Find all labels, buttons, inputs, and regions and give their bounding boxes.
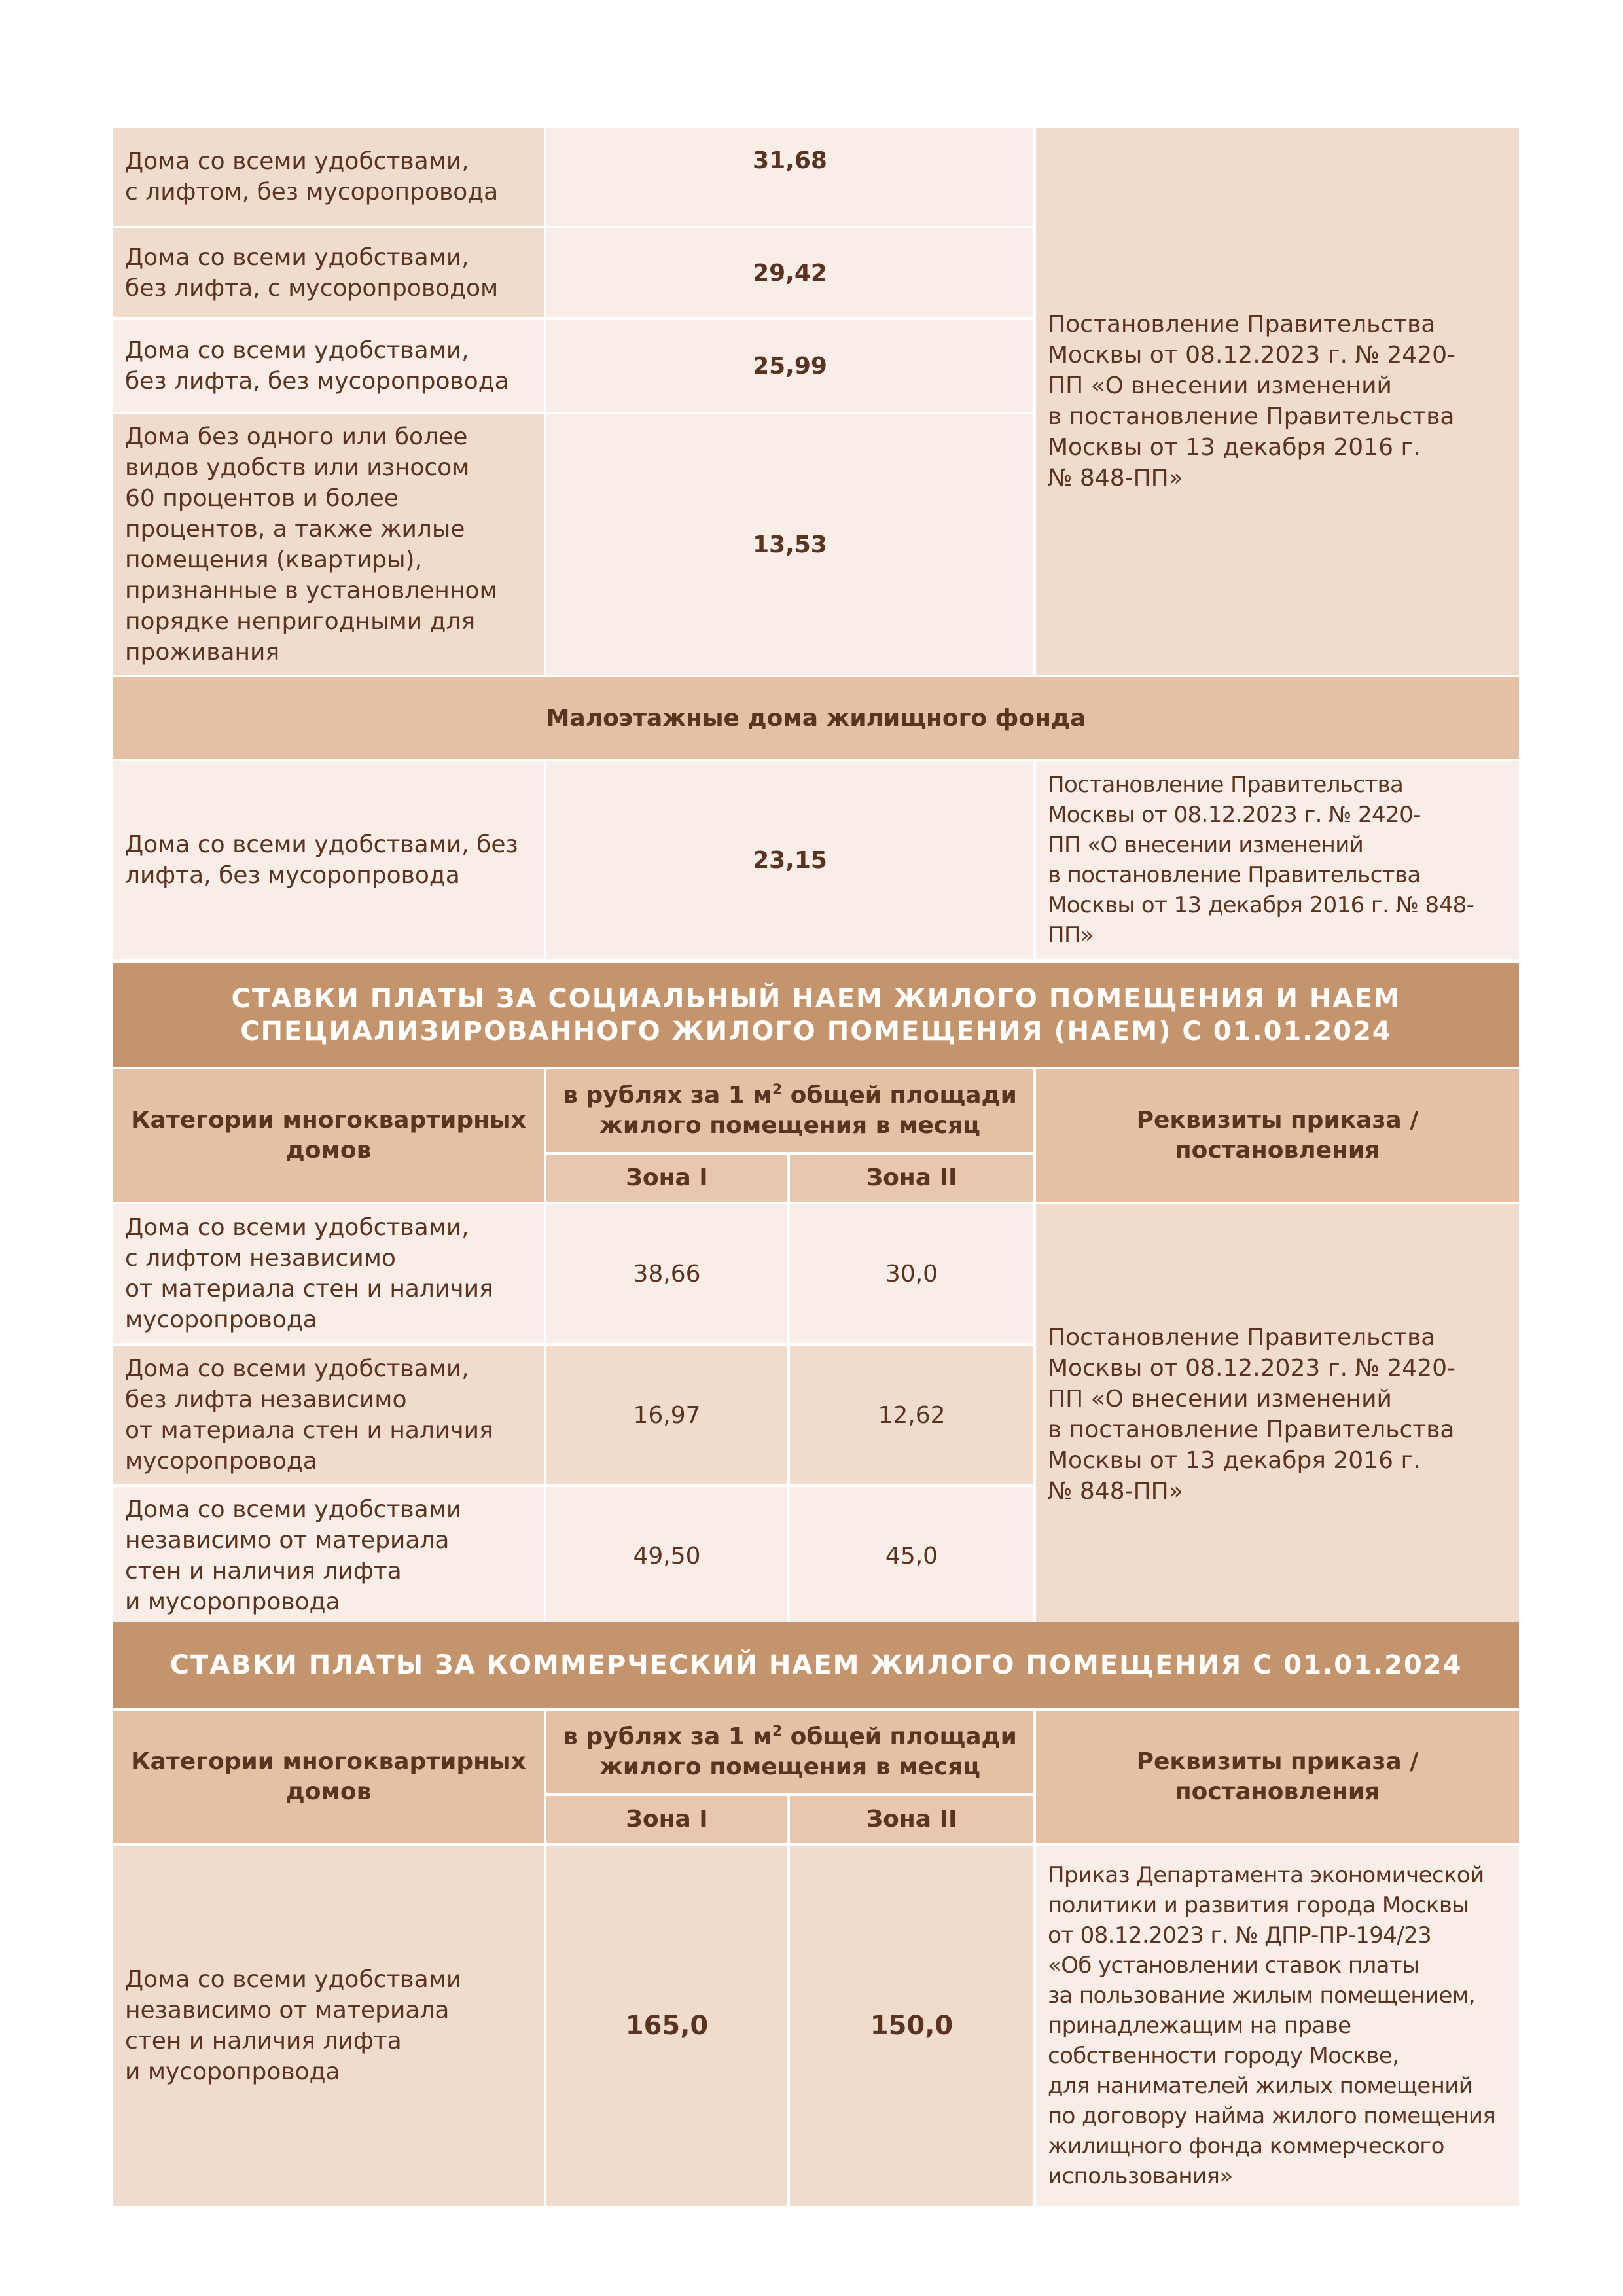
table-row-category: Дома со всеми удобствами, без лифта, без мусоропровода (113, 320, 544, 412)
header-zone-2: Зона II (790, 1796, 1033, 1843)
section-subheading: Малоэтажные дома жилищного фонда (113, 677, 1519, 759)
header-zone-2: Зона II (790, 1155, 1033, 1202)
requisites-cell: Постановление Правительства Москвы от 08.12.2023 г. № 2420- ПП «О внесении изменений в постановление Правительства Москвы от 13 декабря 2016 г. № 848- ПП» (1036, 761, 1519, 959)
header-price-unit: в рублях за 1 $м^2$ общей площади жилого помещения в месяц (546, 1711, 1033, 1793)
header-categories: Категории многоквартирных домов (113, 1069, 544, 1202)
table-row-category: Дома со всеми удобствами, с лифтом, без мусоропровода (113, 128, 544, 226)
table-housing-rates (113, 128, 1519, 959)
table-social-rent (113, 1069, 1519, 1624)
table-row-value: 25,99 (546, 320, 1033, 412)
table-row-value: 13,53 (546, 414, 1033, 675)
table-row-category: Дома со всеми удобствами независимо от материала стен и наличия лифта и мусоропровода (113, 1846, 544, 2206)
section-title-commercial-rent: СТАВКИ ПЛАТЫ ЗА КОММЕРЧЕСКИЙ НАЕМ ЖИЛОГО ПОМЕЩЕНИЯ С 01.01.2024 (113, 1622, 1519, 1708)
table-row-zone-2: 150,0 (790, 1846, 1033, 2206)
header-zone-1: Зона I (546, 1796, 787, 1843)
header-price-unit: в рублях за 1 $м^2$ общей площади жилого помещения в месяц (546, 1069, 1033, 1152)
table-row-category: Дома без одного или более видов удобств или износом 60 процентов и более процентов, а также жилые помещения (квартиры), признанные в установленном порядке непригодными для проживания (113, 414, 544, 675)
table-row-zone-2: 12,62 (790, 1346, 1033, 1484)
table-row-category: Дома со всеми удобствами, с лифтом независимо от материала стен и наличия мусоропровода (113, 1204, 544, 1343)
table-row-zone-1: 38,66 (546, 1204, 787, 1343)
table-row-category: Дома со всеми удобствами, без лифта независимо от материала стен и наличия мусоропровода (113, 1346, 544, 1484)
table-row-value: 31,68 (546, 128, 1033, 226)
header-categories: Категории многоквартирных домов (113, 1711, 544, 1843)
header-requisites: Реквизиты приказа / постановления (1036, 1711, 1519, 1843)
table-row-zone-1: 16,97 (546, 1346, 787, 1484)
requisites-cell: Постановление Правительства Москвы от 08.12.2023 г. № 2420- ПП «О внесении изменений в постановление Правительства Москвы от 13 декабря 2016 г. № 848-ПП» (1036, 128, 1519, 675)
table-row-zone-1: 49,50 (546, 1487, 787, 1624)
table-row-value: 29,42 (546, 228, 1033, 317)
section-title-social-rent: СТАВКИ ПЛАТЫ ЗА СОЦИАЛЬНЫЙ НАЕМ ЖИЛОГО ПОМЕЩЕНИЯ И НАЕМ СПЕЦИАЛИЗИРОВАННОГО ЖИЛОГО ПОМЕЩЕНИЯ (НАЕМ) С 01.01.2024 (113, 963, 1519, 1067)
table-commercial-rent (113, 1711, 1519, 2206)
table-row-category: Дома со всеми удобствами, без лифта, без мусоропровода (113, 761, 544, 959)
header-requisites: Реквизиты приказа / постановления (1036, 1069, 1519, 1202)
table-row-category: Дома со всеми удобствами, без лифта, с мусоропроводом (113, 228, 544, 317)
table-row-value: 23,15 (546, 761, 1033, 959)
header-zone-1: Зона I (546, 1155, 787, 1202)
table-row-zone-2: 45,0 (790, 1487, 1033, 1624)
table-row-category: Дома со всеми удобствами независимо от материала стен и наличия лифта и мусоропровода (113, 1487, 544, 1624)
requisites-cell: Постановление Правительства Москвы от 08.12.2023 г. № 2420- ПП «О внесении изменений в постановление Правительства Москвы от 13 декабря 2016 г. № 848-ПП» (1036, 1204, 1519, 1624)
requisites-cell: Приказ Департамента экономической политики и развития города Москвы от 08.12.2023 г. № ДПР-ПР-194/23 «Об установлении ставок платы за пользование жилым помещением, принадлежащим на праве собственности городу Москве, для нанимателей жилых помещений по договору найма жилого помещения жилищного фонда коммерческого использования» (1036, 1846, 1519, 2206)
table-row-zone-2: 30,0 (790, 1204, 1033, 1343)
table-row-zone-1: 165,0 (546, 1846, 787, 2206)
